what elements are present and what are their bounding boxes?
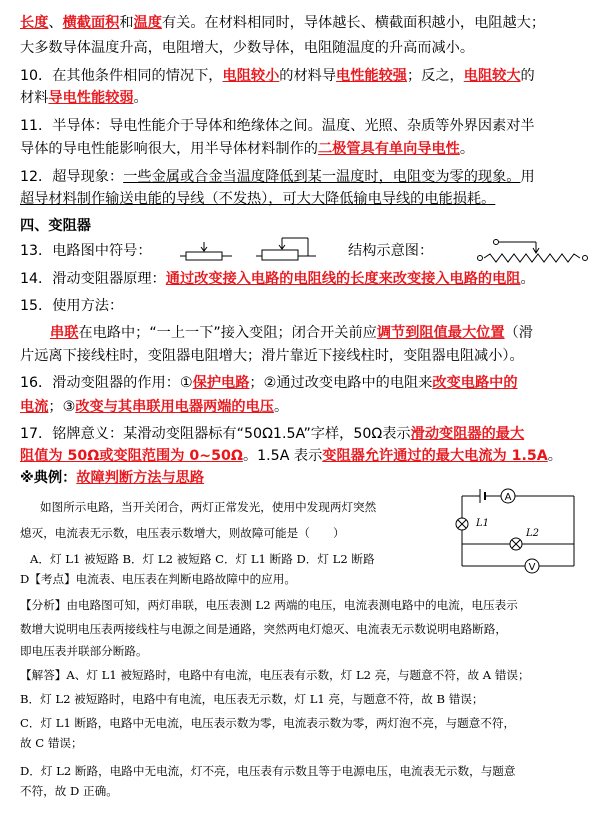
example-title: 故障判断方法与思路 <box>76 470 205 486</box>
ans-change-voltage: 改变与其串联用电器两端的电压 <box>75 399 274 415</box>
ammeter-label: A <box>504 492 512 503</box>
example-header <box>20 468 204 488</box>
solution-line4: 故 C 错误； <box>20 736 83 750</box>
example-key-point: D【考点】电流表、电压表在判断电路故障中的应用。 <box>20 572 296 586</box>
solution-line5: D．灯 L2 断路，电路中无电流，灯不亮，电压表有示数且等于电源电压，电流表无示数，与题意 <box>20 764 516 778</box>
ans-change-current-b: 电流 <box>20 399 49 415</box>
example-options: A．灯 L1 被短路 B．灯 L2 被短路 C．灯 L1 断路 D．灯 L2 断路 <box>30 552 375 566</box>
ans-max-resistance-a: 滑动变阻器的最大 <box>410 426 525 442</box>
p17-line2: 阻值为 50Ω或变阻范围为 0~50Ω。1.5A 表示变阻器允许通过的最大电流为 1.5A。 <box>20 448 562 464</box>
p15-line2: 片远离下接线柱时，变阻器电阻增大；滑片靠近下接线柱时，变阻器电阻减小）。 <box>20 348 524 364</box>
ans-weak-conduct: 导电性能较弱 <box>48 90 134 106</box>
p14-line: 14．滑动变阻器原理：通过改变接入电路的电阻线的长度来改变接入电路的电阻。 <box>20 271 535 287</box>
ans-rheostat-principle: 通过改变接入电路的电阻线的长度来改变接入电路的电阻 <box>165 271 521 287</box>
p11-line1: 11．半导体：导电性能介于导体和绝缘体之间。温度、光照、杂质等外界因素对半 <box>20 118 535 134</box>
p10-line2: 材料导电性能较弱。 <box>20 90 148 106</box>
analysis-line2: 数增大说明电压表两接线柱与电源之间是通路，突然两电灯熄灭、电流表无示数说明电路断路， <box>20 622 507 636</box>
p15-line1: 串联在电路中；“一上一下”接入变阻；闭合开关前应调节到阻值最大位置（滑 <box>50 325 533 341</box>
solution-line3: C．灯 L1 断路，电路中无电流，电压表示数为零，电流表示数为零，两灯泡不亮，与题意不符， <box>20 716 516 730</box>
example-question-line2: 熄灭，电流表无示数，电压表示数增大，则故障可能是（ ） <box>20 526 345 540</box>
p10-line1: 10．在其他条件相同的情况下，电阻较小的材料导电性能较强；反之，电阻较大的 <box>20 68 535 84</box>
voltmeter-label: V <box>528 562 536 573</box>
p12-line2: 超导材料制作输送电能的导线（不发热），可大大降低输电导线的电能损耗。 <box>20 191 496 207</box>
ans-series: 串联 <box>50 325 79 341</box>
section-title-rheostat: 四、变阻器 <box>20 218 91 234</box>
ans-high-resistance: 电阻较大 <box>463 68 521 84</box>
example-question-line1: 如图所示电路，当开关闭合，两灯正常发光，使用中发现两灯突然 <box>40 500 377 514</box>
circuit-diagram <box>452 486 588 578</box>
p9-line1: 长度、横截面积和温度有关。在材料相同时，导体越长、横截面积越小，电阻越大； <box>20 15 546 31</box>
p15-title: 15．使用方法： <box>20 298 124 314</box>
p16-line2: 电流；③改变与其串联用电器两端的电压。 <box>20 399 289 415</box>
p16-line1: 16．滑动变阻器的作用：①保护电路；②通过改变电路中的电阻来改变电路中的 <box>20 375 518 391</box>
lamp2-label: L2 <box>526 528 540 539</box>
ans-max-current: 变阻器允许通过的最大电流为 1.5A <box>322 448 548 464</box>
p13-label: 13．电路图中符号： <box>20 243 152 259</box>
analysis-line1: 【分析】由电路图可知，两灯串联，电压表测 L2 两端的电压，电流表测电路中的电流，电压表示 <box>20 598 518 612</box>
ans-max-position: 调节到阻值最大位置 <box>376 325 505 341</box>
p13-structure-label: 结构示意图： <box>348 243 434 259</box>
ans-protect-circuit: 保护电路 <box>192 375 250 391</box>
rheostat-symbol-1 <box>180 238 232 262</box>
solution-line6: 不符，故 D 正确。 <box>20 784 118 798</box>
example-mark: ※典例： <box>20 470 77 486</box>
term-temperature: 温度 <box>133 15 162 31</box>
term-cross-section: 横截面积 <box>62 15 120 31</box>
ans-change-current-a: 改变电路中的 <box>432 375 518 391</box>
ans-max-resistance-b: 阻值为 50Ω或变阻范围为 0~50Ω <box>20 448 243 464</box>
term-length: 长度 <box>20 15 49 31</box>
rheostat-symbol-2 <box>256 236 316 262</box>
p12-line1: 12．超导现象：一些金属或合金当温度降低到某一温度时，电阻变为零的现象。用 <box>20 169 535 185</box>
lamp1-label: L1 <box>476 518 490 529</box>
ans-diode: 二极管具有单向导电性 <box>317 141 460 157</box>
p11-line2: 导体的导电性能影响很大，用半导体材料制作的二极管具有单向导电性。 <box>20 141 475 157</box>
p9-line2: 大多数导体温度升高，电阻增大，少数导体，电阻随温度的升高而减小。 <box>20 40 475 56</box>
rheostat-structure-diagram <box>476 236 590 266</box>
solution-line1: 【解答】A、灯 L1 被短路时，电路中有电流，电压表有示数，灯 L2 亮，与题意不符，故 A 错误； <box>20 668 530 682</box>
ans-strong-conduct: 电性能较强 <box>336 68 407 84</box>
analysis-line3: 即电压表并联部分断路。 <box>20 644 148 658</box>
solution-line2: B．灯 L2 被短路时，电路中有电流，电压表无示数，灯 L1 亮，与题意不符，故 B 错误； <box>20 692 484 706</box>
p17-line1: 17．铭牌意义：某滑动变阻器标有“50Ω1.5A”字样，50Ω表示滑动变阻器的最大 <box>20 426 525 442</box>
ans-low-resistance: 电阻较小 <box>222 68 280 84</box>
